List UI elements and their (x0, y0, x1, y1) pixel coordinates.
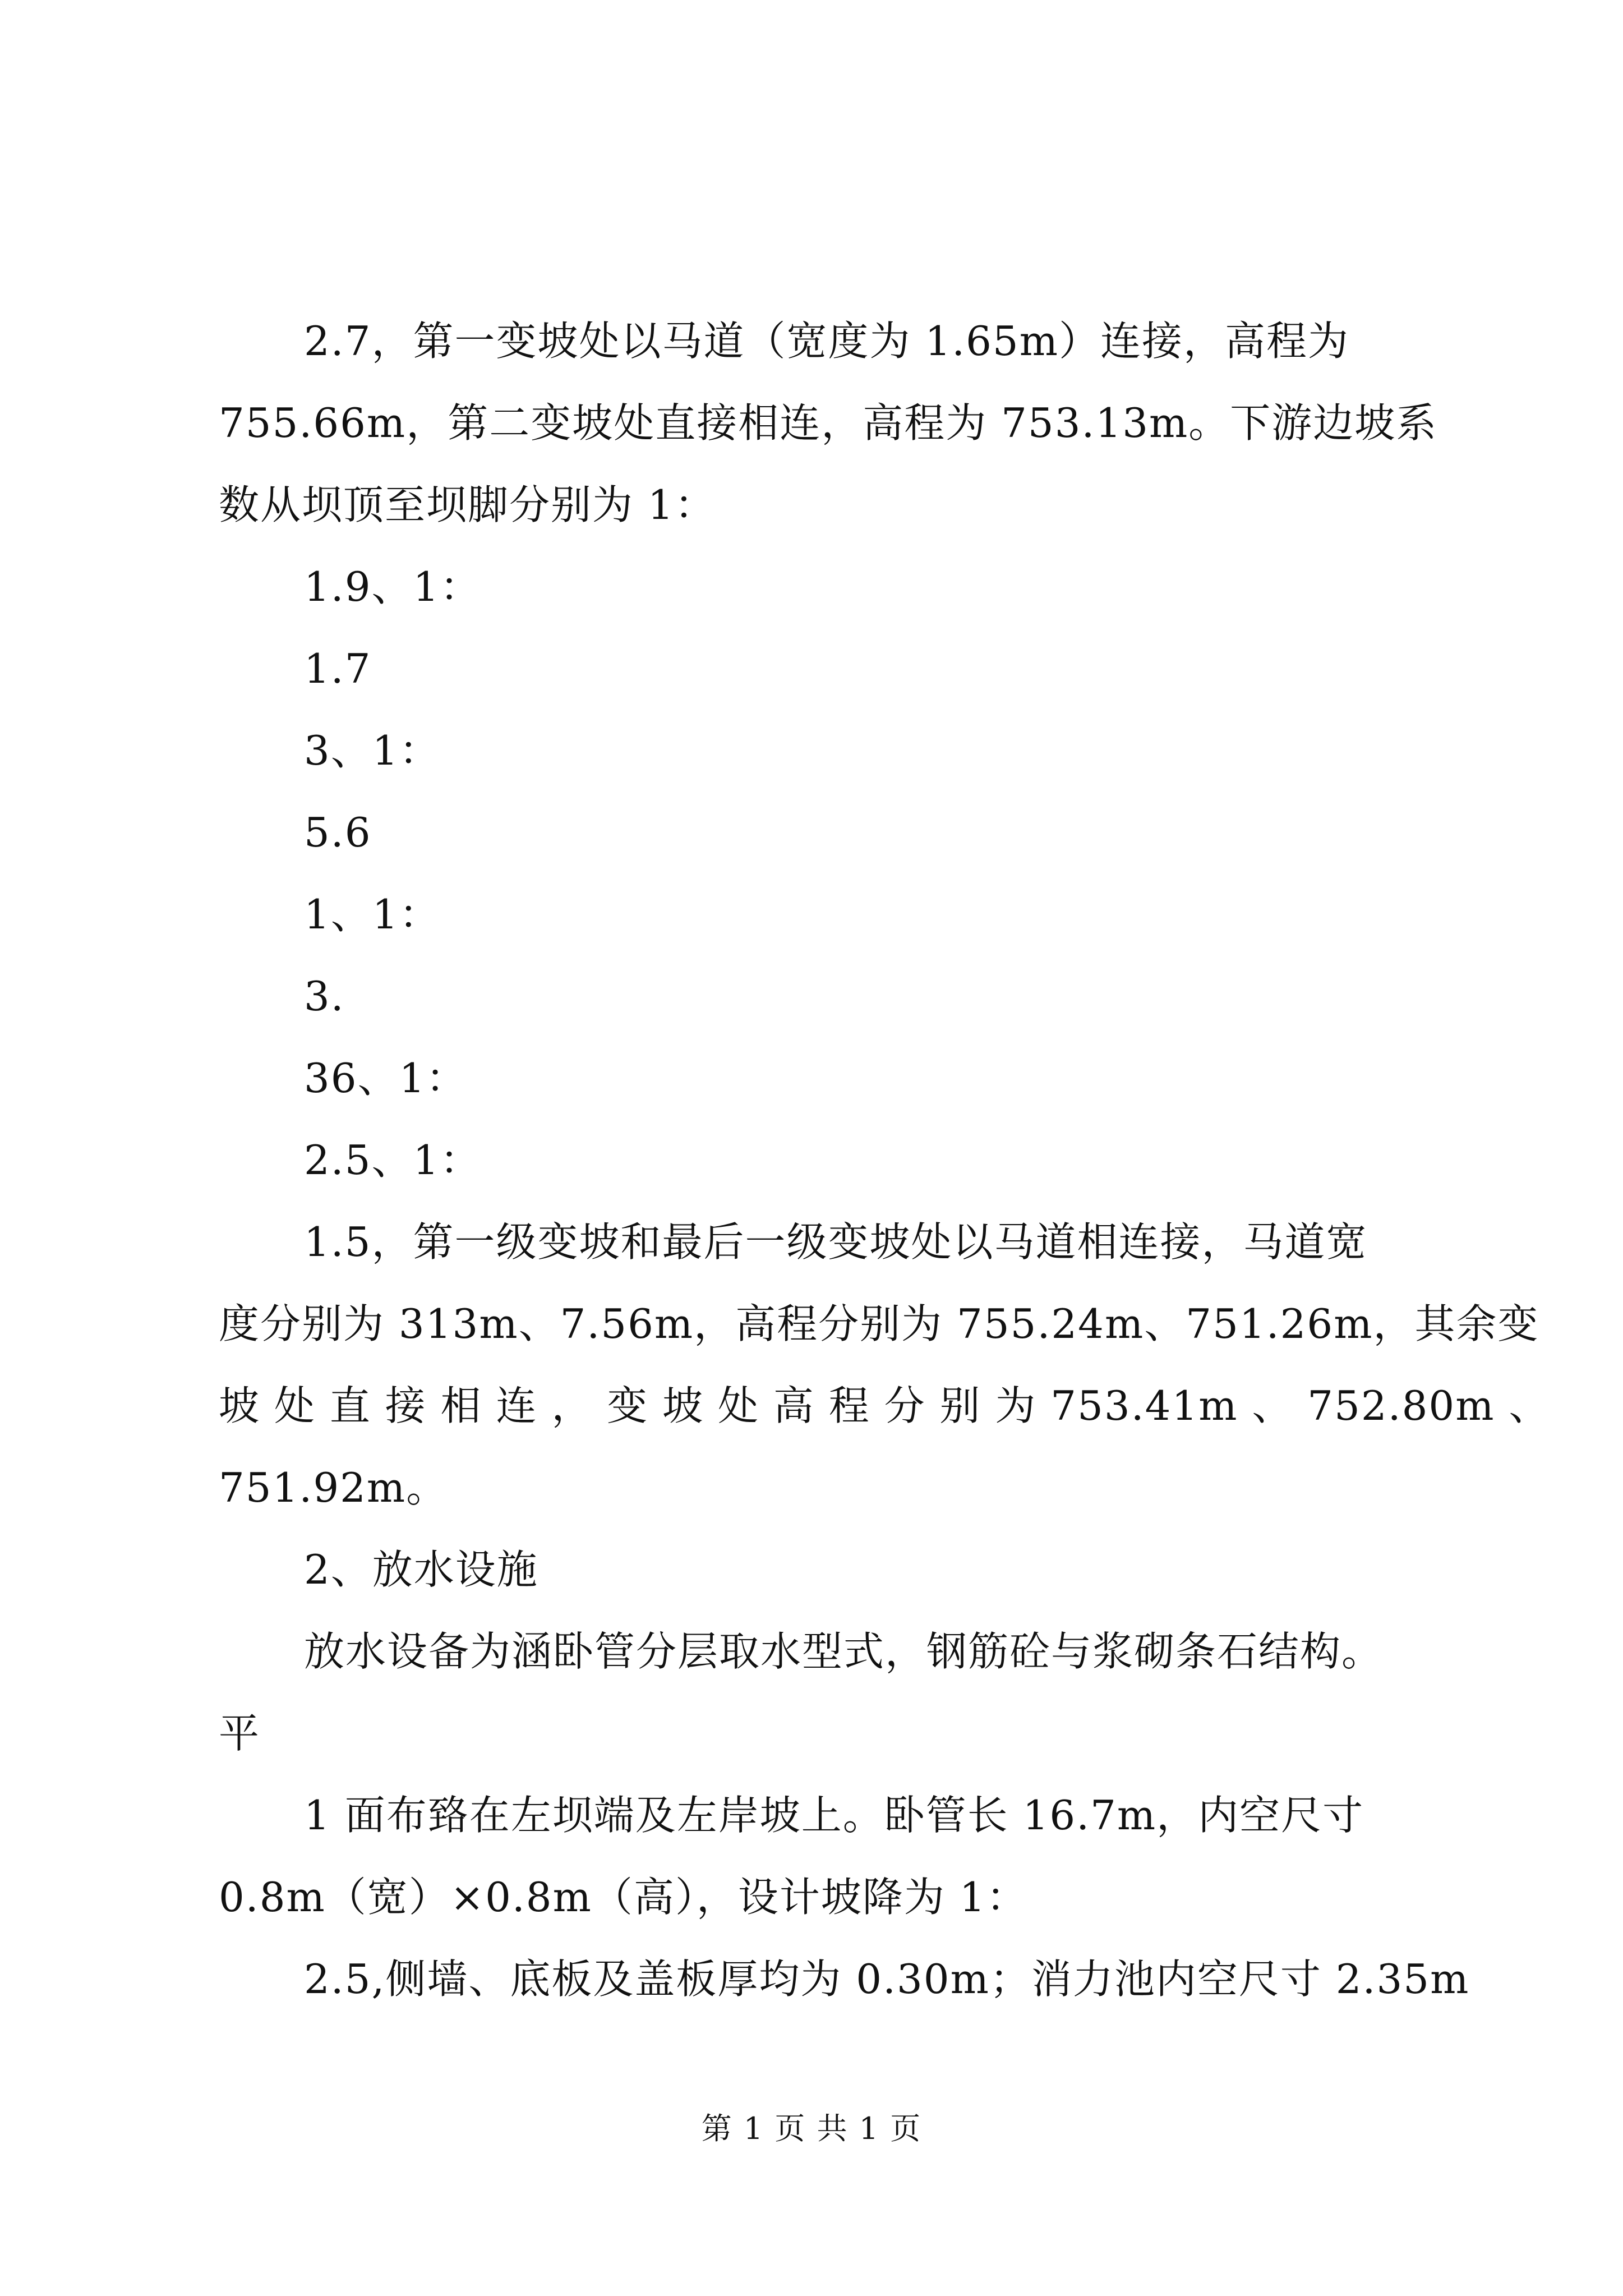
text-line: 平 (219, 1710, 261, 1757)
text-line: 755.66m，第二变坡处直接相连，高程为 753.13m。下游边坡系 (219, 399, 1438, 447)
text-line: 5.6 (304, 809, 372, 856)
text-line: 2.7，第一变坡处以马道（宽度为 1.65m）连接，高程为 (304, 318, 1349, 365)
text-line: 1、1： (304, 891, 441, 938)
text-line: 36、1： (304, 1055, 468, 1102)
text-line: 数从坝顶至坝脚分别为 1： (219, 481, 716, 528)
text-line: 0.8m（宽）×0.8m（高），设计坡降为 1： (219, 1874, 1028, 1921)
page-footer: 第 1 页 共 1 页 (701, 2111, 922, 2146)
text-line: 2.5、1： (304, 1137, 482, 1184)
text-line: 751.92m。 (219, 1464, 448, 1511)
text-line: 3. (304, 973, 345, 1020)
section-heading: 2、放水设施 (304, 1546, 538, 1593)
text-line: 1.9、1： (304, 563, 482, 610)
text-line: 1.5，第一级变坡和最后一级变坡处以马道相连接，马道宽 (304, 1218, 1368, 1266)
text-line: 2.5,侧墙、底板及盖板厚均为 0.30m；消力池内空尺寸 2.35m (304, 1955, 1470, 2003)
text-line: 度分别为 313m、7.56m，高程分别为 755.24m、751.26m，其余变 (219, 1300, 1539, 1347)
text-line: 放水设备为涵卧管分层取水型式，钢筋砼与浆砌条石结构。 (304, 1628, 1384, 1675)
text-line: 坡 处 直 接 相 连 ， 变 坡 处 高 程 分 别 为 753.41m 、 752.80m 、 (219, 1382, 1551, 1429)
text-line: 3、1： (304, 727, 441, 774)
text-line: 1.7 (304, 645, 372, 692)
document-body (219, 300, 1551, 2020)
text-line: 1 面布臵在左坝端及左岸坡上。卧管长 16.7m，内空尺寸 (304, 1792, 1364, 1839)
